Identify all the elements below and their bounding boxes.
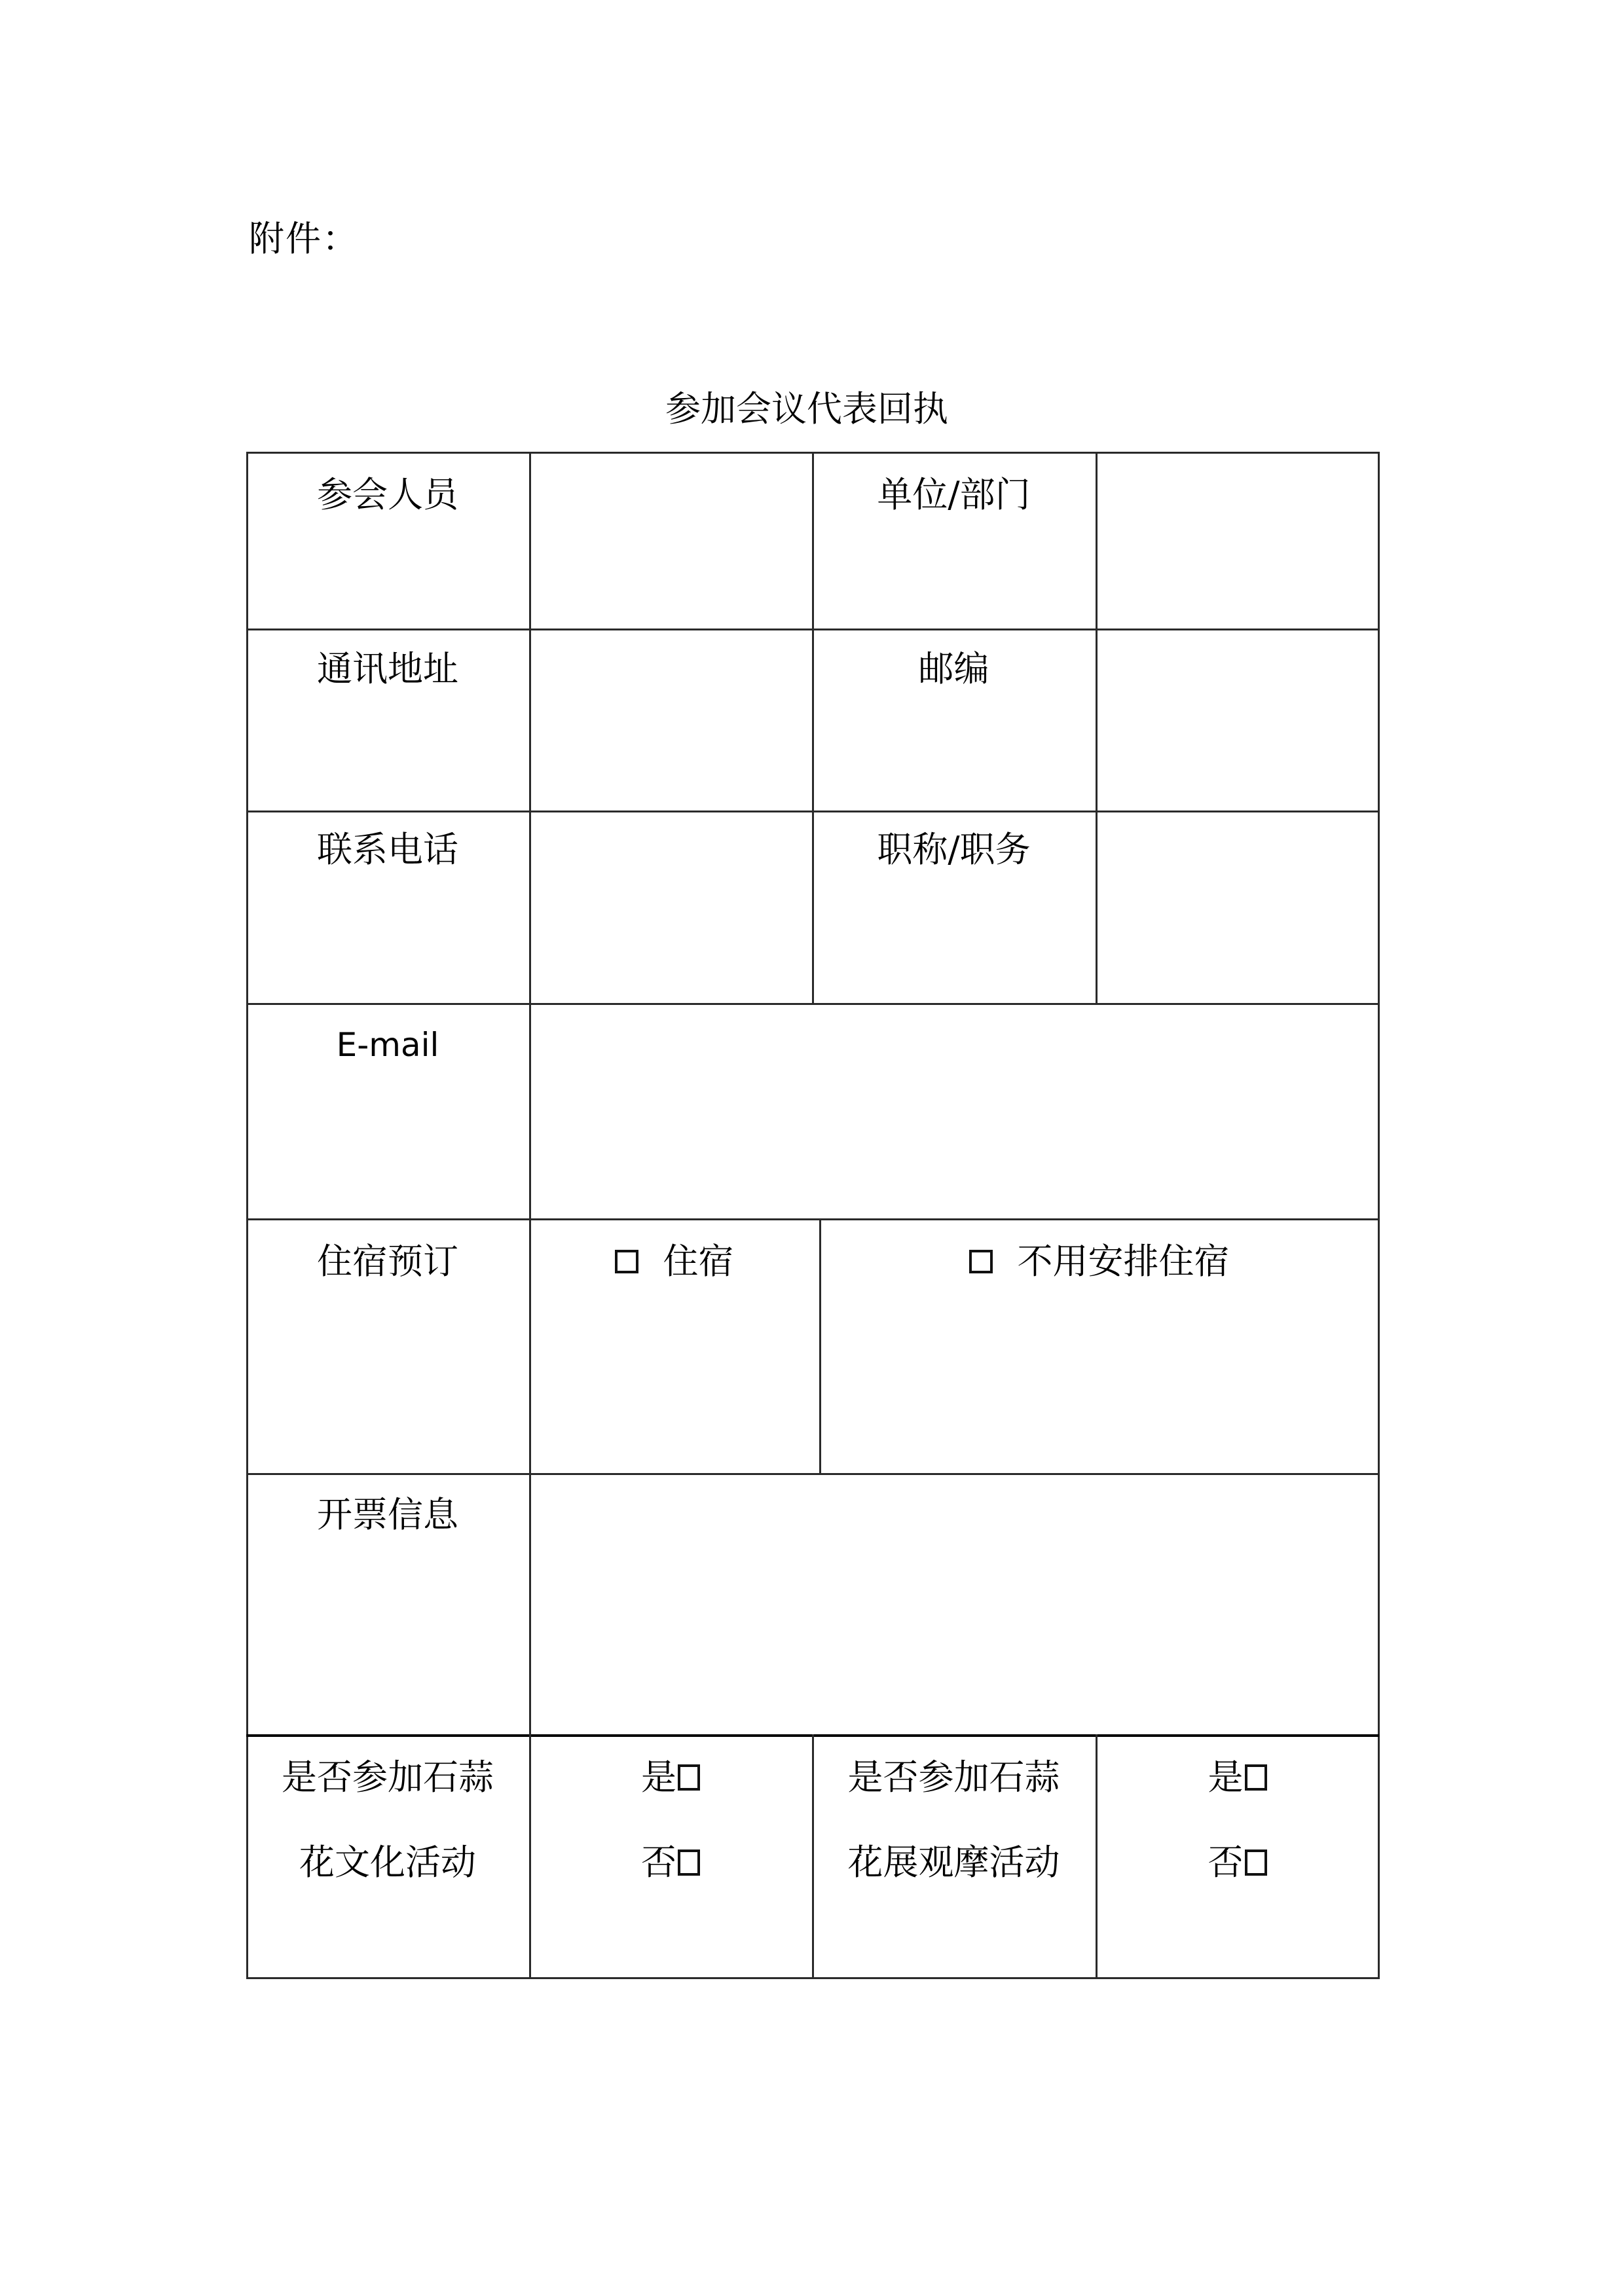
email-label: E-mail xyxy=(336,1026,439,1064)
invoice-input[interactable] xyxy=(529,1473,1379,1734)
exhibition-activity-question-cell xyxy=(812,1734,1096,1979)
checkbox-empty-icon[interactable] xyxy=(615,1250,638,1273)
form-title xyxy=(0,386,1624,432)
no-stay-option[interactable] xyxy=(969,1242,1230,1281)
checkbox-empty-icon[interactable] xyxy=(1245,1850,1267,1876)
postcode-input[interactable] xyxy=(1096,629,1379,811)
stay-option-label: 住宿 xyxy=(663,1241,734,1282)
attachment-label: 附件： xyxy=(249,218,359,259)
organization-label: 单位/部门 xyxy=(877,474,1031,515)
culture-activity-question-line-1: 是否参加石蒜 xyxy=(282,1757,494,1798)
no-stay-option-label: 不用安排住宿 xyxy=(1017,1241,1230,1282)
address-label: 通讯地址 xyxy=(317,648,458,689)
attendee-label-cell xyxy=(246,452,529,629)
phone-input[interactable] xyxy=(529,811,812,1003)
accommodation-label-cell xyxy=(246,1218,529,1473)
culture-activity-question-cell xyxy=(246,1734,529,1979)
checkbox-empty-icon[interactable] xyxy=(1245,1764,1267,1791)
accommodation-option-none-wrap xyxy=(819,1242,1379,1281)
culture-yes-wrap xyxy=(529,1758,812,1797)
accommodation-option-stay-wrap xyxy=(529,1242,819,1281)
email-label-cell xyxy=(246,1003,529,1218)
postcode-label-cell xyxy=(812,629,1096,811)
title-position-label-cell xyxy=(812,811,1096,1003)
address-label-cell xyxy=(246,629,529,811)
invoice-label: 开票信息 xyxy=(317,1494,458,1535)
phone-label: 联系电话 xyxy=(317,829,458,870)
culture-activity-question-line-2: 花文化活动 xyxy=(299,1842,476,1883)
invoice-label-cell xyxy=(246,1473,529,1734)
title-position-input[interactable] xyxy=(1096,811,1379,1003)
reply-form-table xyxy=(246,452,1379,1978)
phone-label-cell xyxy=(246,811,529,1003)
checkbox-empty-icon[interactable] xyxy=(678,1850,700,1876)
culture-activity-answer-cell xyxy=(529,1734,812,1979)
exhibition-yes-wrap xyxy=(1096,1758,1379,1797)
accommodation-option-none[interactable] xyxy=(819,1218,1379,1473)
exhibition-no-label: 否 xyxy=(1208,1842,1244,1883)
email-input[interactable] xyxy=(529,1003,1379,1218)
organization-label-cell xyxy=(812,452,1096,629)
form-title-text: 参加会议代表回执 xyxy=(665,388,948,429)
accommodation-label: 住宿预订 xyxy=(317,1241,458,1282)
exhibition-activity-question-line-2: 花展观摩活动 xyxy=(847,1842,1060,1883)
exhibition-no-wrap xyxy=(1096,1843,1379,1882)
checkbox-empty-icon[interactable] xyxy=(678,1764,700,1791)
address-input[interactable] xyxy=(529,629,812,811)
attendee-input[interactable] xyxy=(529,452,812,629)
culture-yes-option[interactable] xyxy=(641,1758,700,1797)
culture-no-wrap xyxy=(529,1843,812,1882)
culture-no-option[interactable] xyxy=(641,1843,700,1882)
exhibition-activity-question-line-1: 是否参加石蒜 xyxy=(847,1757,1060,1798)
title-position-label: 职称/职务 xyxy=(877,829,1031,870)
checkbox-empty-icon[interactable] xyxy=(969,1250,993,1273)
culture-yes-label: 是 xyxy=(641,1757,676,1798)
attendee-label: 参会人员 xyxy=(317,474,458,515)
exhibition-activity-answer-cell xyxy=(1096,1734,1379,1979)
culture-no-label: 否 xyxy=(641,1842,676,1883)
exhibition-no-option[interactable] xyxy=(1208,1843,1267,1882)
exhibition-yes-option[interactable] xyxy=(1208,1758,1267,1797)
organization-input[interactable] xyxy=(1096,452,1379,629)
postcode-label: 邮编 xyxy=(918,648,989,689)
stay-option[interactable] xyxy=(615,1242,734,1281)
exhibition-yes-label: 是 xyxy=(1208,1757,1244,1798)
accommodation-option-stay[interactable] xyxy=(529,1218,819,1473)
